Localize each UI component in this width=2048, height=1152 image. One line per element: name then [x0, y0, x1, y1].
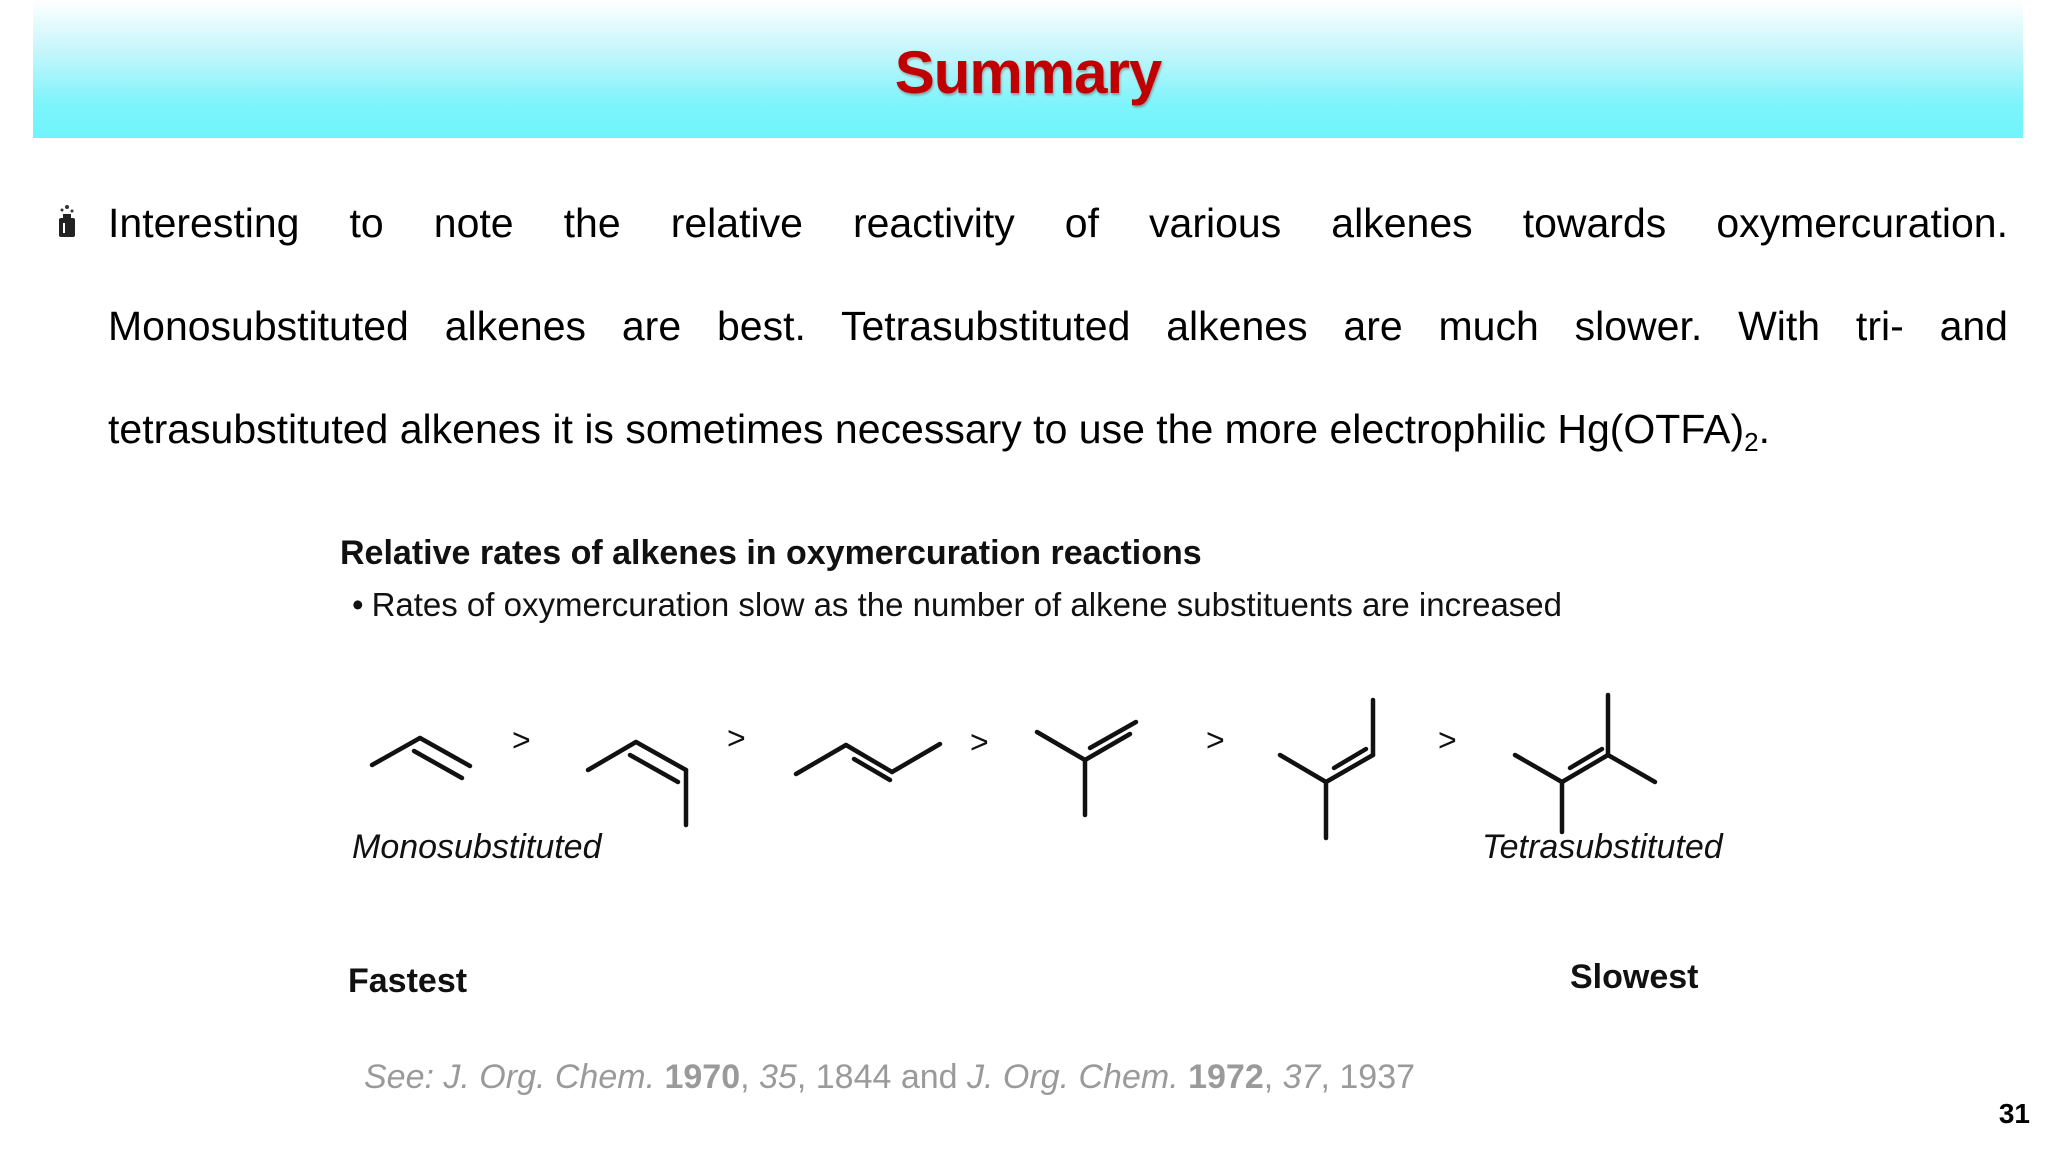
ref-journal-2: J. Org. Chem. [967, 1058, 1179, 1096]
ref-page-2: 1937 [1339, 1058, 1416, 1096]
comparator-3: > [970, 724, 989, 760]
ref-year-2: 1972 [1188, 1058, 1264, 1096]
label-monosubstituted: Monosubstituted [352, 828, 602, 866]
page-number: 31 [1998, 1098, 2030, 1129]
figure-bullet: • [352, 586, 364, 623]
comparator-5: > [1438, 722, 1457, 758]
alkene-cis-2-butene [588, 742, 686, 825]
ref-and: and [900, 1058, 958, 1096]
ref-volume-2: 37 [1282, 1058, 1321, 1096]
subscript-2: 2 [1744, 427, 1759, 457]
bottle-bullet-icon [55, 204, 79, 238]
ref-year-1: 1970 [664, 1058, 741, 1096]
ref-page-1: 1844 [815, 1058, 892, 1096]
label-tetrasubstituted: Tetrasubstituted [1482, 828, 1723, 866]
slide-title: Summary [894, 39, 1162, 106]
alkene-tetrasubstituted [1515, 695, 1655, 832]
alkene-trans-2-butene [796, 744, 940, 780]
paragraph-line-3 [108, 378, 2008, 481]
figure-heading: Relative rates of alkenes in oxymercuration reactions [340, 534, 1202, 572]
comparator-2: > [727, 720, 746, 756]
paragraph-line-3-text: tetrasubstituted alkenes it is sometimes necessary to use the more electrophilic Hg(OTFA) [108, 406, 1745, 452]
reactivity-figure [330, 520, 1800, 1120]
figure-subheading [352, 586, 1562, 624]
figure-subheading-text: Rates of oxymercuration slow as the number of alkene substituents are increased [371, 586, 1563, 623]
paragraph-line-1: Interesting to note the relative reactivity of various alkenes towards oxymercuration. [108, 200, 2008, 246]
ref-see: See: [364, 1058, 434, 1096]
label-fastest: Fastest [348, 962, 468, 1000]
comparator-1: > [512, 722, 531, 758]
ref-volume-1: 35 [759, 1058, 797, 1096]
comparator-4: > [1206, 722, 1225, 758]
end-punct: . [1758, 406, 1770, 452]
paragraph-line-2: Monosubstituted alkenes are best. Tetrasubstituted alkenes are much slower. With tri- and [108, 303, 2008, 349]
alkene-isobutylene [1037, 722, 1136, 815]
alkene-trisubstituted [1280, 700, 1373, 838]
alkene-propene [372, 738, 470, 778]
summary-paragraph [108, 172, 2008, 481]
title-bar [33, 0, 2023, 138]
literature-reference: See: J. Org. Chem. 1970, 35, 1844 and J. Org. Chem. 1972, 37, 1937 [364, 1058, 1416, 1096]
ref-journal-1: J. Org. Chem. [443, 1058, 656, 1096]
label-slowest: Slowest [1570, 958, 1699, 996]
